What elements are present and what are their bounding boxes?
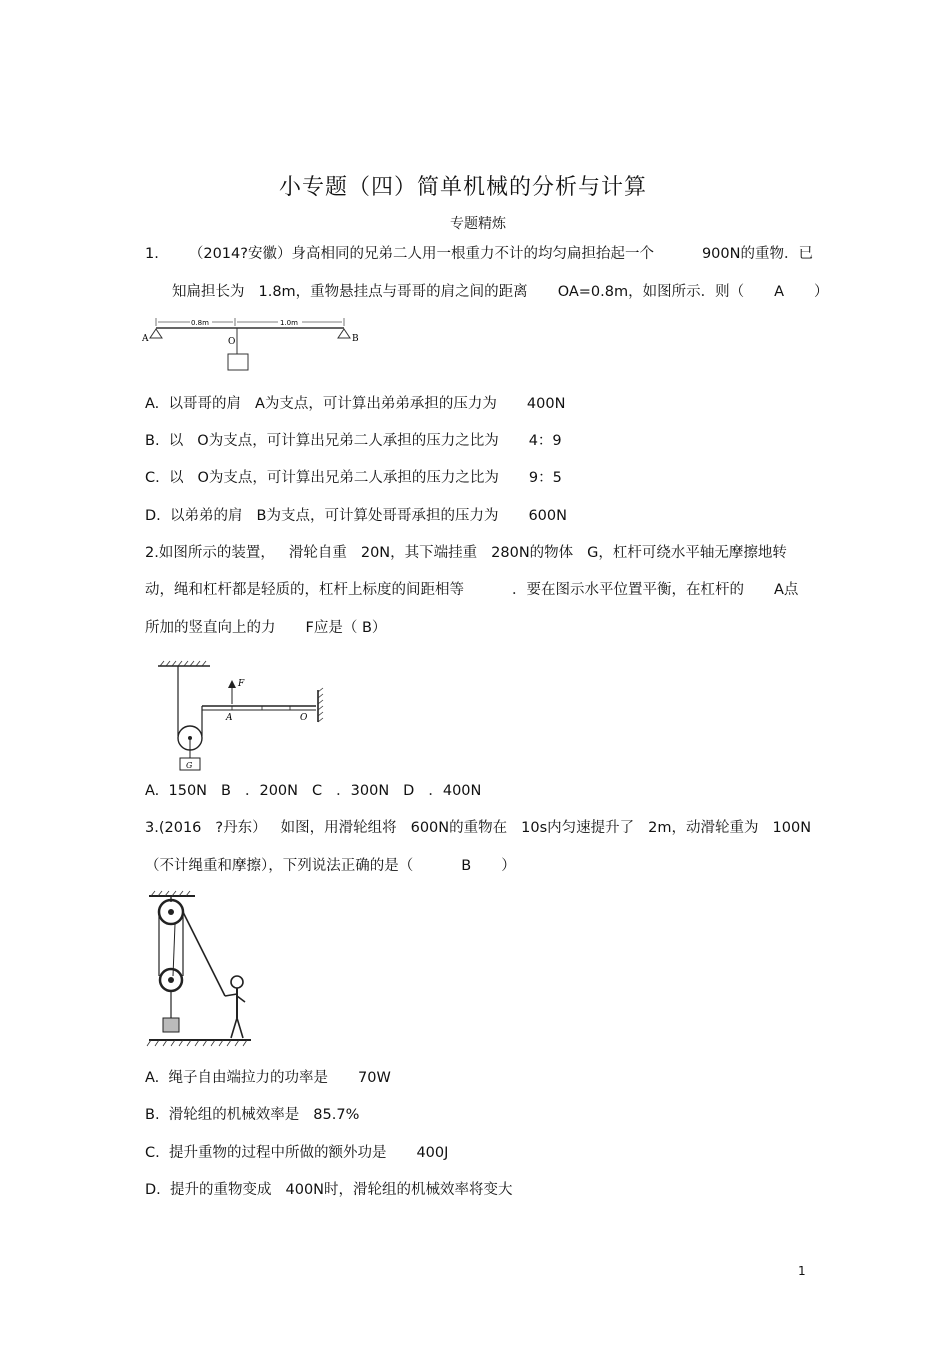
q1-option-b: B. 以 O为支点，可计算出兄弟二人承担的压力之比为 4：9 [145,433,562,449]
page-subtitle: 专题精炼 [450,216,506,232]
q3-option-d: D. 提升的重物变成 400N时，滑轮组的机械效率将变大 [145,1182,513,1198]
q3-line-2: （不计绳重和摩擦），下列说法正确的是（ B ） [145,858,516,874]
page-title: 小专题（四）简单机械的分析与计算 [278,175,647,200]
q3-weight-box [163,1018,179,1032]
q2-line-3: 所加的竖直向上的力 F应是（ B） [145,620,387,636]
q1-line-2: 知扁担长为 1.8m，重物悬挂点与哥哥的肩之间的距离 OA=0.8m，如图所示．则（ A ） [172,284,829,300]
q1-label-b: B [352,334,359,344]
q1-weight-box [228,354,248,370]
q3-figure-pulley-system [145,890,255,1052]
q3-person-head [231,976,243,988]
q3-rope-free-end [183,912,225,996]
q3-option-c: C. 提升重物的过程中所做的额外功是 400J [145,1145,449,1161]
q2-label-a: A [226,713,233,723]
q1-length-left: 0.8m [191,319,209,327]
q2-arrow-head [228,680,236,688]
q2-label-o: O [300,713,308,723]
q1-option-a: A. 以哥哥的肩 A为支点，可计算出弟弟承担的压力为 400N [145,396,566,412]
q1-label-o: O [228,337,236,347]
q2-label-g: G [186,761,193,770]
page-number: 1 [798,1264,806,1278]
q3-option-b: B. 滑轮组的机械效率是 85.7% [145,1107,360,1123]
q2-figure-pulley-lever [150,660,330,772]
q3-line-1: 3.(2016 ?丹东） 如图，用滑轮组将 600N的重物在 10s内匀速提升了 2m，动滑轮重为 100N [145,820,812,836]
q1-length-right: 1.0m [280,319,298,327]
q2-line-2: 动，绳和杠杆都是轻质的，杠杆上标度的间距相等 ．要在图示水平位置平衡，在杠杆的 A点 [145,582,799,598]
q1-support-b [338,329,350,338]
q2-label-f: F [238,679,245,689]
q2-line-1: 2.如图所示的装置， 滑轮自重 20N，其下端挂重 280N的物体 G，杠杆可绕水平轴无摩擦地转 [145,545,787,561]
q1-line-1: 1. （2014?安徽）身高相同的兄弟二人用一根重力不计的均匀扁担抬起一个 900N的重物．已 [145,246,813,262]
q1-support-a [150,329,162,338]
q1-label-a: A [142,334,149,344]
q2-options: A. 150N B ．200N C ．300N D ．400N [145,783,482,799]
q1-figure-lever [140,314,370,376]
q1-option-d: D. 以弟弟的肩 B为支点，可计算处哥哥承担的压力为 600N [145,508,567,524]
q1-option-c: C. 以 O为支点，可计算出兄弟二人承担的压力之比为 9：5 [145,470,562,486]
q3-option-a: A. 绳子自由端拉力的功率是 70W [145,1070,391,1086]
